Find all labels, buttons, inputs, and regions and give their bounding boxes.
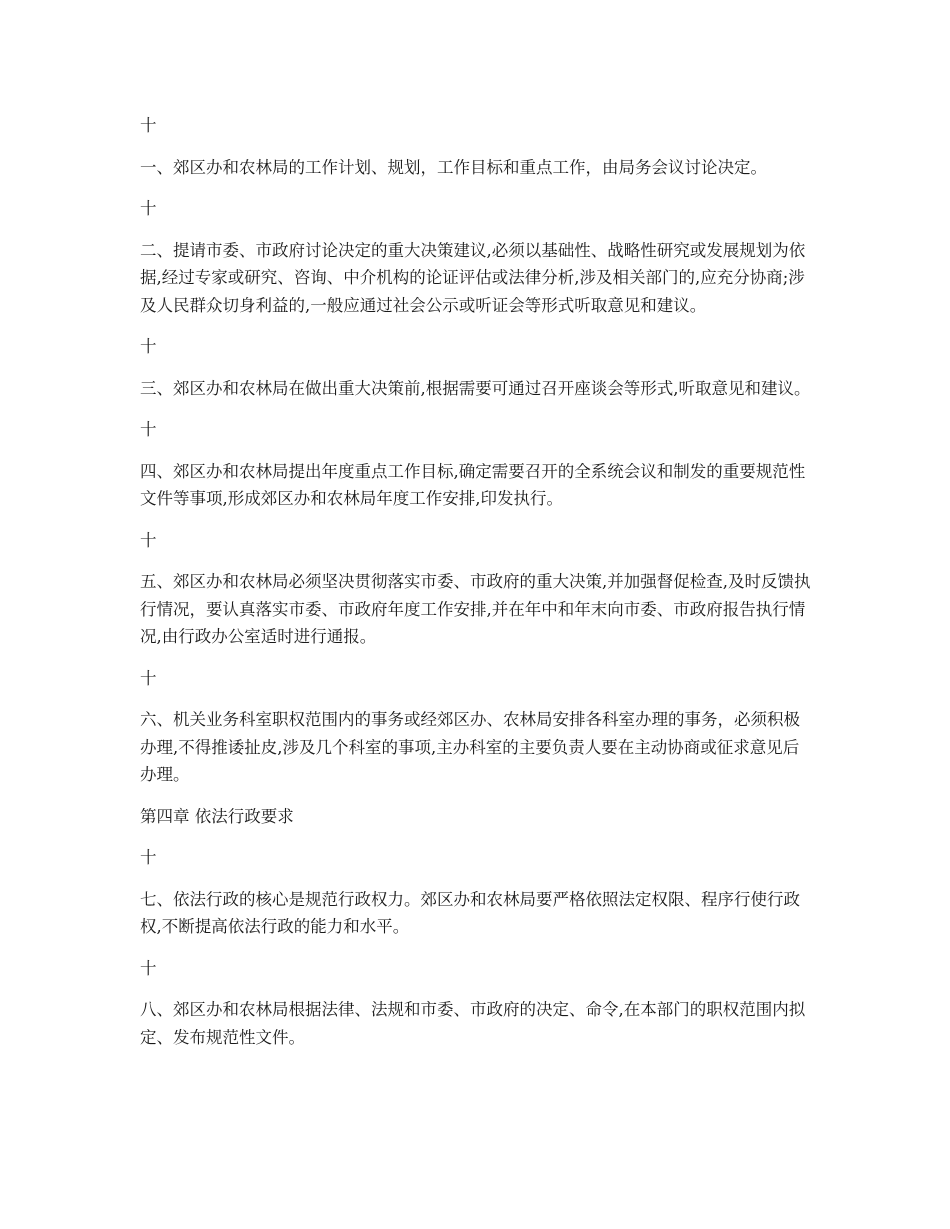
paragraph-4: 四、郊区办和农林局提出年度重点工作目标,确定需要召开的全系统会议和制发的重要规范性文件等事项,形成郊区办和农林局年度工作安排,印发执行。 [140,461,806,508]
section-marker: 十 [140,337,157,356]
paragraph-3: 三、郊区办和农林局在做出重大决策前,根据需要可通过召开座谈会等形式,听取意见和建议。 [140,378,811,398]
paragraph-7: 七、依法行政的核心是规范行政权力。郊区办和农林局要严格依照法定权限、程序行使行政权,不断提高依法行政的能力和水平。 [140,889,800,936]
paragraph-1: 一、郊区办和农林局的工作计划、规划，工作目标和重点工作，由局务会议讨论决定。 [140,157,767,177]
section-marker: 十 [140,848,157,867]
chapter-heading: 第四章 依法行政要求 [140,806,294,826]
section-marker: 十 [140,530,157,550]
paragraph-6: 六、机关业务科室职权范围内的事务或经郊区办、农林局安排各科室办理的事务，必须积极办理,不得推诿扯皮,涉及几个科室的事项,主办科室的主要负责人要在主动协商或征求意见后办理。 [140,710,800,784]
document-page [140,112,815,1065]
section-marker: 十 [140,668,157,688]
section-marker: 十 [140,199,157,218]
paragraph-8: 八、郊区办和农林局根据法律、法规和市委、市政府的决定、命令,在本部门的职权范围内拟定、发布规范性文件。 [140,1000,806,1047]
section-marker: 十 [140,420,157,439]
paragraph-2: 二、提请市委、市政府讨论决定的重大决策建议,必须以基础性、战略性研究或发展规划为依据,经过专家或研究、咨询、中介机构的论证评估或法律分析,涉及相关部门的,应充分协商;涉及人民群众切身利益的,一般应通过社会公示或听证会等形式听取意见和建议。 [140,240,806,315]
section-marker: 十 [140,958,157,978]
section-marker: 十 [140,116,157,135]
paragraph-5: 五、郊区办和农林局必须坚决贯彻落实市委、市政府的重大决策,并加强督促检查,及时反馈执行情况，要认真落实市委、市政府年度工作安排,并在年中和年末向市委、市政府报告执行情况,由行政办公室适时进行通报。 [140,572,811,646]
